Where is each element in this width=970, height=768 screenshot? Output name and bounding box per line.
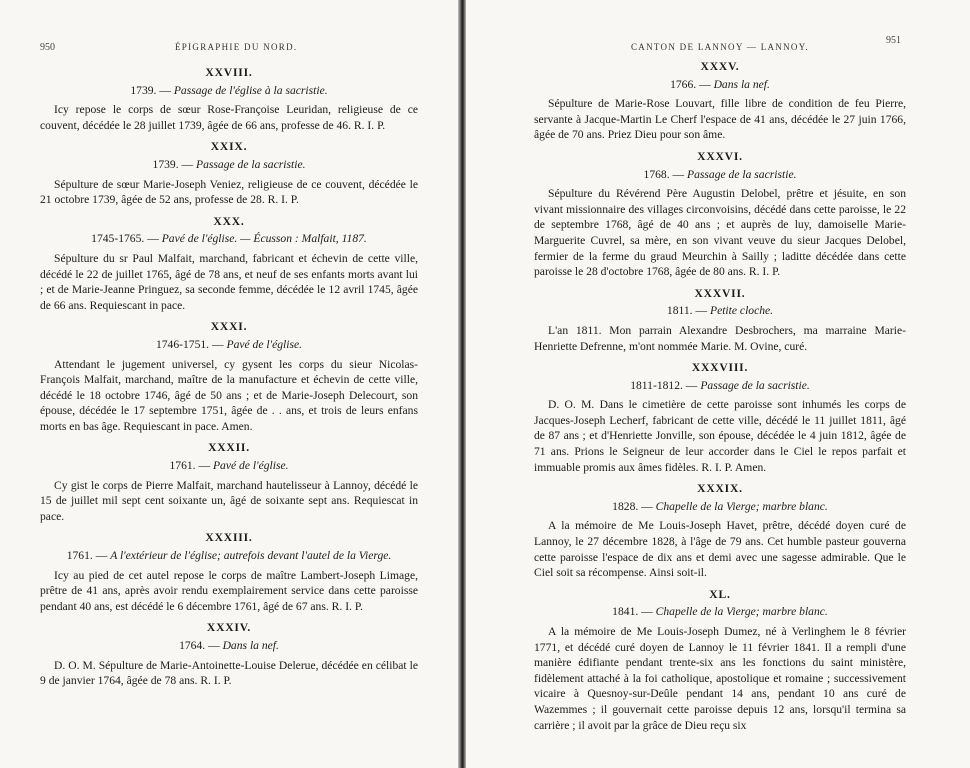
entry-heading [40, 458, 418, 474]
entry [40, 65, 418, 133]
entry-year: 1764. — [179, 639, 220, 652]
entry-year: 1766. — [670, 77, 711, 91]
entry-number: XXXVIII. [691, 361, 749, 375]
entry-number: XXXVII. [694, 286, 746, 300]
entry-number: XL. [709, 587, 731, 601]
entry-number: XXXVI. [697, 149, 743, 163]
entry-number: XXXII. [208, 441, 250, 455]
entry-year: 1768. — [643, 167, 685, 181]
entry-number: XXVIII. [205, 66, 253, 79]
entry-text: Sépulture de sœur Marie-Joseph Veniez, religieuse de ce couvent, décédée le 21 octobre 1739, âgée de 52 ans, professe de 28. R. I. P. [40, 177, 418, 207]
entry-place: Chapelle de la Vierge; marbre blanc. [655, 605, 828, 619]
entry [40, 319, 418, 434]
entry-text: Icy repose le corps de sœur Rose-Françoise Leuridan, religieuse de ce couvent, décédée le 28 juillet 1739, âgée de 66 ans, professe de 46. R. I. P. [40, 103, 418, 132]
entry [534, 587, 906, 733]
entry-heading [534, 378, 906, 394]
entry-place: Pavé de l'église. [226, 337, 303, 351]
entry-number: XXXIII. [205, 531, 253, 545]
entry [534, 59, 906, 143]
entry-place: Chapelle de la Vierge; marbre blanc. [655, 499, 828, 513]
text-column [534, 58, 906, 739]
entry [534, 286, 906, 354]
entry-number: XXXV. [700, 60, 740, 73]
entry-heading [534, 77, 906, 93]
entry-year: 1828. — [612, 499, 653, 513]
entry-heading [40, 157, 418, 173]
entry-text: Icy au pied de cet autel repose le corps de maître Lambert-Joseph Limage, prêtre de 41 ans, après avoir rendu exemplairement service dans cette paroisse pendant 40 ans, est décédé le 6 décembre 1761, âgé de 67 ans. R. I. P. [40, 568, 418, 613]
entry-year: 1811. — [666, 304, 708, 318]
entry-heading [534, 499, 906, 515]
page-number: 950 [40, 42, 55, 53]
entry [534, 149, 906, 280]
text-column [40, 64, 418, 695]
entry-number: XXXIV. [206, 621, 252, 635]
entry-number: XXXI. [210, 320, 248, 334]
entry-number: XXIX. [210, 140, 248, 154]
entry-place: A l'extérieur de l'église; autrefois devant l'autel de la Vierge. [110, 549, 392, 563]
entry-heading [40, 337, 418, 353]
entry-place: Dans la nef. [222, 639, 279, 652]
entry-number: XXXIX. [697, 482, 743, 496]
entry-place: Passage de la sacristie. [687, 167, 797, 181]
entry-year: 1761. — [66, 549, 108, 563]
entry-place: Pavé de l'église. [212, 459, 289, 473]
entry-text: Sépulture du sr Paul Malfait, marchand, fabricant et échevin de cette ville, décédé le 22 de juillet 1765, âgé de 78 ans, et neuf de ses enfants morts avant lui ; et de Marie-Jeanne Pringuez, sa seconde femme, décédée le 12 avril 1745, âgée de 66 ans. Requiescant in pace. [40, 251, 418, 312]
entry [534, 481, 906, 581]
right-page [466, 0, 970, 768]
entry-text: Attendant le jugement universel, cy gysent les corps du sieur Nicolas-François Malfait, marchand, maître de la manufacture et échevin de cette ville, décédé le 18 octobre 1746, âgé de 50 ans ; et de Marie-Joseph Delecourt, son épouse, décédée le 17 septembre 1751, âgée de . . ans, et trois de leurs enfans morts en bas âge. Requiescant in pace. Amen. [40, 357, 418, 433]
entry-heading [40, 83, 418, 99]
entry-heading [534, 604, 906, 620]
entry-text: Sépulture du Révérend Père Augustin Delobel, prêtre et jésuite, en son vivant missionnaire des villages circonvoisins, décédé dans cette paroisse, le 22 de septembre 1768, âgé de 40 ans ; et auprès de luy, damoiselle Marie-Marguerite Cuvrel, sa mère, en son vivant veuve du sieur Jacques Delobel, fermier de la ferme du graud Meurchin à Sailly ; laditte décédée dans cette paroisse le 28 d'octobre 1768, âgée de 80 ans. R. I. P. [534, 187, 906, 279]
entry-heading [40, 231, 418, 247]
entry-year: 1746-1751. — [155, 337, 224, 351]
entry-place: Petite cloche. [709, 304, 774, 318]
entry-text: Cy gist le corps de Pierre Malfait, marchand hautelisseur à Lannoy, décédé le 15 de juillet mil sept cent soixante un, âgé de soixante sept ans. Requiescat in pace. [40, 478, 418, 523]
running-head: ÉPIGRAPHIE DU NORD. [175, 42, 298, 52]
entry-year: 1745-1765. — [91, 232, 159, 246]
entry-heading [534, 303, 906, 319]
book-gutter [458, 0, 466, 768]
entry-year: 1739. — [152, 157, 194, 171]
entry-year: 1761. — [169, 459, 211, 473]
running-head: CANTON DE LANNOY — LANNOY. [631, 42, 809, 52]
entry-place: Pavé de l'église. — Écusson : Malfait, 1187. [161, 232, 367, 246]
page-number: 951 [886, 35, 901, 46]
entry [40, 440, 418, 524]
entry-heading [40, 638, 418, 654]
entry-text: A la mémoire de Me Louis-Joseph Dumez, né à Verlinghem le 8 février 1771, et décédé curé doyen de Lannoy le 11 février 1841. Il a rempli d'une manière édifiante pendant trente-six ans les fonctions du saint ministère, fidèlement attaché à la foi catholique, apostolique et romaine ; successivement vicaire à Quesnoy-sur-Deûle pendant 14 ans, pendant 10 ans curé de Wazemmes ; il gouvernait cette paroisse depuis 12 ans, lorsqu'il termina sa carrière ; il avoit par la grâce de Dieu reçu six [534, 625, 906, 732]
entry-text: L'an 1811. Mon parrain Alexandre Desbrochers, ma marraine Marie-Henriette Defrenne, m'ont nommée Marie. M. Ovine, curé. [534, 323, 906, 353]
entry [534, 360, 906, 475]
entry-year: 1739. — [130, 83, 171, 97]
entry [40, 530, 418, 614]
entry-place: Dans la nef. [713, 77, 770, 91]
entry-number: XXX. [213, 214, 245, 228]
entry [40, 620, 418, 688]
entry-year: 1841. — [612, 605, 653, 619]
entry-place: Passage de la sacristie. [196, 157, 306, 171]
entry-place: Passage de la sacristie. [700, 378, 810, 392]
entry-text: A la mémoire de Me Louis-Joseph Havet, prêtre, décédé doyen curé de Lannoy, le 27 décembre 1828, à l'âge de 79 ans. Cet humble pasteur gouverna cette paroisse l'espace de dix ans et demi avec une sagesse admirable. Que le Ciel soit sa récompense. Ainsi soit-il. [534, 519, 906, 580]
entry [40, 214, 418, 314]
entry-year: 1811-1812. — [630, 378, 698, 392]
entry-text: Sépulture de Marie-Rose Louvart, fille libre de condition de feu Pierre, servante à Jacque-Martin Le Cherf l'espace de 41 ans, décédée le 27 juin 1766, âgée de 70 ans. Priez Dieu pour son âme. [534, 97, 906, 142]
entry [40, 139, 418, 207]
left-page [0, 0, 458, 768]
entry-text: D. O. M. Sépulture de Marie-Antoinette-Louise Delerue, décédée en célibat le 9 de janvier 1764, âgée de 78 ans. R. I. P. [40, 658, 418, 688]
entry-heading [534, 167, 906, 183]
entry-place: Passage de l'église à la sacristie. [173, 83, 328, 97]
entry-heading [40, 548, 418, 564]
entry-text: D. O. M. Dans le cimetière de cette paroisse sont inhumés les corps de Jacques-Joseph Lecherf, fabricant de cette ville, décédé le 11 juillet 1811, âgé de 87 ans ; et d'Henriette Jonville, son épouse, décédée le 4 juin 1812, âgée de 71 ans. Prions le Seigneur de leur accorder dans le Ciel le repos parfait et immuable promis aux âmes fidèles. R. I. P. Amen. [534, 398, 906, 474]
